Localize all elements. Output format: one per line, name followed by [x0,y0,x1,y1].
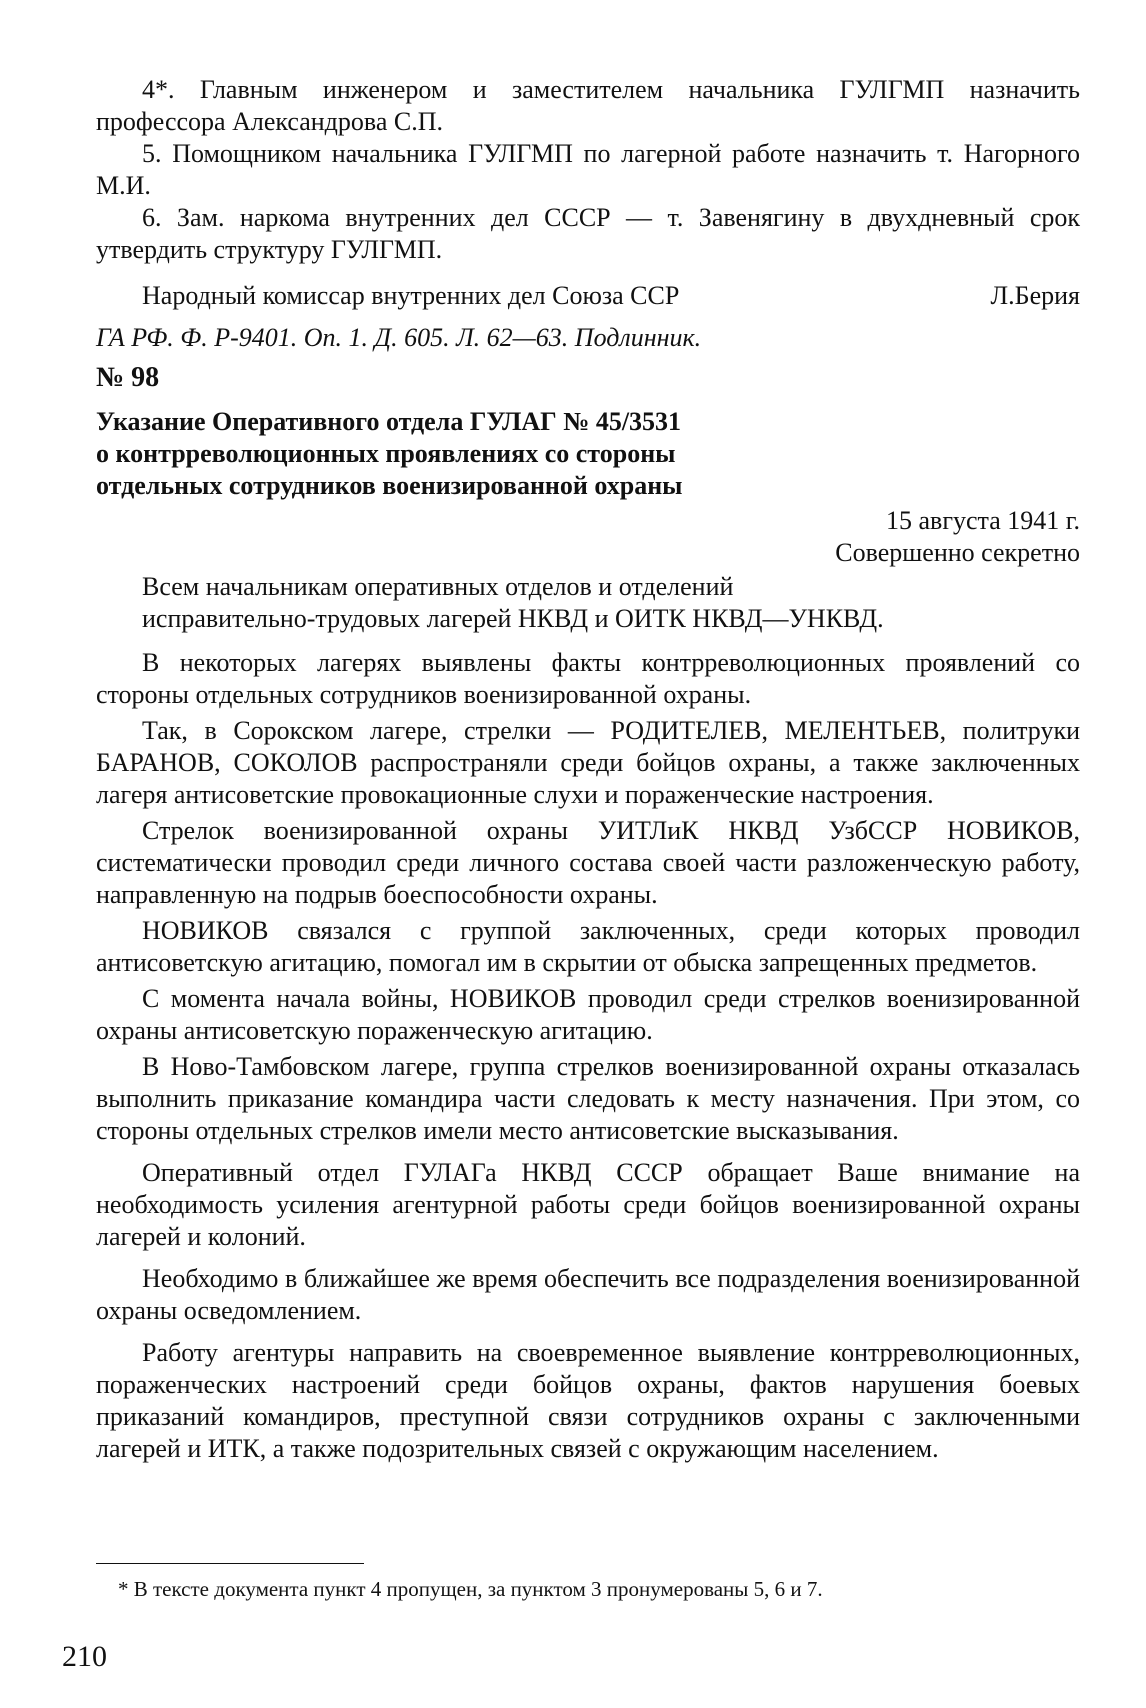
document-meta [96,505,1080,569]
body-paragraph: В Ново-Тамбовском лагере, группа стрелков военизированной охраны отказалась выполнить приказание командира части следовать к месту назначения. При этом, со стороны отдельных стрелков имели место антисоветские высказывания. [96,1052,1080,1145]
body-paragraph: НОВИКОВ связался с группой заключенных, среди которых проводил антисоветскую агитацию, помогал им в скрытии от обыска запрещенных предметов. [96,916,1080,977]
archive-reference: ГА РФ. Ф. Р-9401. Оп. 1. Д. 605. Л. 62—63. Подлинник. [96,323,702,352]
previous-document-tail [96,74,1080,354]
body-paragraph: Оперативный отдел ГУЛАГа НКВД СССР обращает Ваше внимание на необходимость усиления агентурной работы среди бойцов военизированной охраны лагерей и колоний. [96,1158,1080,1251]
footnote-divider [96,1563,364,1564]
addressee-line-2: исправительно-трудовых лагерей НКВД и ОИТК НКВД—УНКВД. [142,604,884,633]
document-date: 15 августа 1941 г. [886,506,1080,535]
body-paragraph: Необходимо в ближайшее же время обеспечить все подразделения военизированной охраны осведомлением. [96,1264,1080,1325]
document-classification: Совершенно секретно [835,538,1080,567]
signature-line [96,280,1080,312]
page-number: 210 [62,1640,107,1673]
footnote: * В тексте документа пункт 4 пропущен, за пунктом 3 пронумерованы 5, 6 и 7. [118,1577,823,1601]
document-title-line-2: о контрреволюционных проявлениях со стороны [96,439,676,468]
addressee-line-1: Всем начальникам оперативных отделов и отделений [142,572,734,601]
item-6: 6. Зам. наркома внутренних дел СССР — т. Завенягину в двухдневный срок утвердить структуру ГУЛГМП. [96,203,1080,264]
signature-name: Л.Берия [990,281,1080,310]
document-body [96,647,1080,1465]
document-title-line-1: Указание Оперативного отдела ГУЛАГ № 45/3531 [96,407,682,436]
body-paragraph: Так, в Сорокском лагере, стрелки — РОДИТЕЛЕВ, МЕЛЕНТЬЕВ, политруки БАРАНОВ, СОКОЛОВ распространяли среди бойцов охраны, а также заключенных лагеря антисоветские провокационные слухи и пораженческие настроения. [96,716,1080,809]
body-paragraph: С момента начала войны, НОВИКОВ проводил среди стрелков военизированной охраны антисоветскую пораженческую агитацию. [96,984,1080,1045]
addressee [96,571,1080,635]
document-title-line-3: отдельных сотрудников военизированной охраны [96,471,683,500]
document-number: № 98 [96,362,160,393]
document-header [96,362,1080,502]
body-paragraph: Работу агентуры направить на своевременное выявление контрреволюционных, пораженческих настроений среди бойцов охраны, фактов нарушения боевых приказаний командиров, преступной связи сотрудников охраны с заключенными лагерей и ИТК, а также подозрительных связей с окружающим населением. [96,1338,1080,1463]
item-5: 5. Помощником начальника ГУЛГМП по лагерной работе назначить т. Нагорного М.И. [96,139,1080,200]
item-4: 4*. Главным инженером и заместителем начальника ГУЛГМП назначить профессора Александрова С.П. [96,75,1080,136]
body-paragraph: В некоторых лагерях выявлены факты контрреволюционных проявлений со стороны отдельных сотрудников военизированной охраны. [96,648,1080,709]
signature-title: Народный комиссар внутренних дел Союза ССР [142,281,680,310]
body-paragraph: Стрелок военизированной охраны УИТЛиК НКВД УзбССР НОВИКОВ, систематически проводил среди личного состава своей части разложенческую работу, направленную на подрыв боеспособности охраны. [96,816,1080,909]
